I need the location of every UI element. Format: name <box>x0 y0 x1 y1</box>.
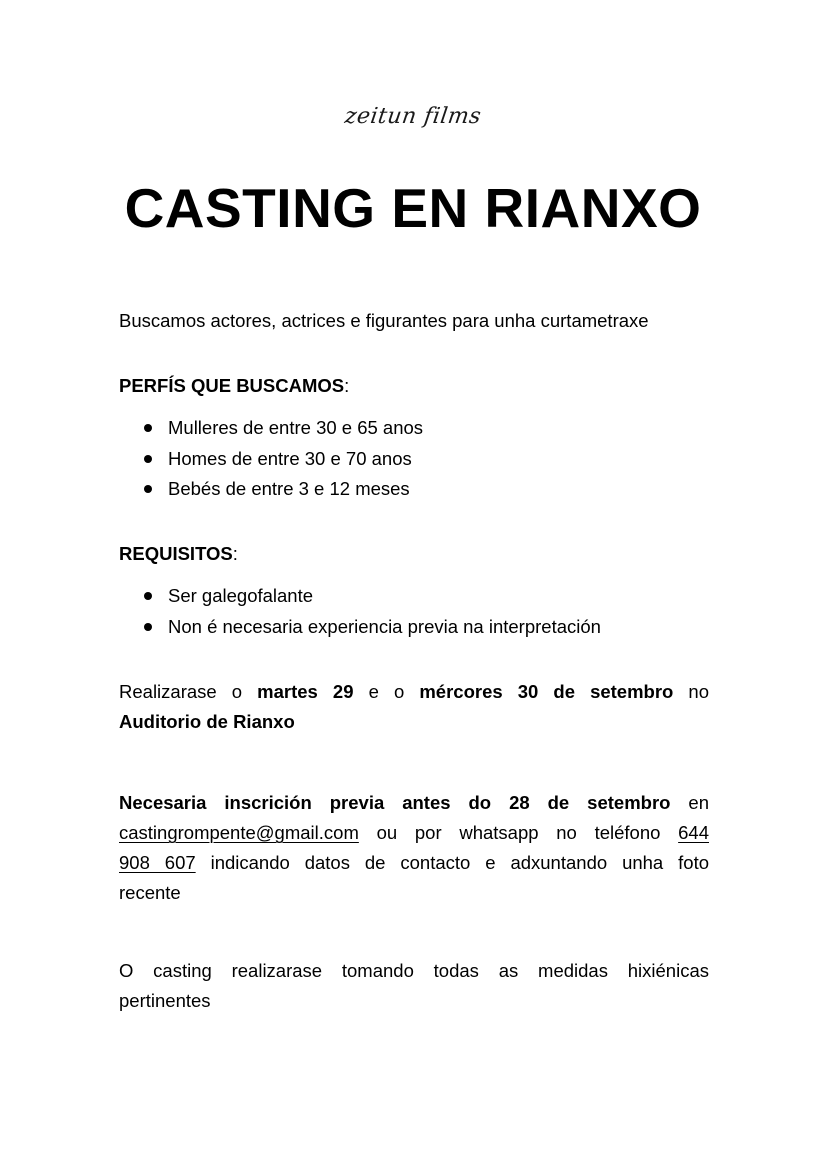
list-item-text: Non é necesaria experiencia previa na interpretación <box>168 615 601 637</box>
inscription-bold-deadline: Necesaria inscrición previa antes do 28 de setembro <box>119 792 671 813</box>
list-item <box>119 581 709 612</box>
dates-text-2: e o <box>353 681 420 702</box>
bullet-icon <box>144 592 152 600</box>
inscription-text-2: ou por whatsapp no teléfono <box>358 822 679 843</box>
requisitos-heading-text: REQUISITOS <box>119 543 233 564</box>
dates-paragraph <box>119 677 709 737</box>
perfis-list <box>119 413 709 505</box>
inscription-line-4: recente <box>119 882 181 903</box>
bullet-icon <box>144 485 152 493</box>
zeitun-films-logo: zeitun films <box>343 104 483 129</box>
list-item-text: Ser galegofalante <box>168 585 314 606</box>
dates-line-1 <box>119 677 709 707</box>
dates-text-1: Realizarase o <box>119 681 258 702</box>
list-item <box>119 612 709 643</box>
list-item <box>119 474 709 505</box>
page-title: CASTING EN RIANXO <box>124 177 702 239</box>
inscription-text-1: en <box>670 792 709 813</box>
closing-line-2: pertinentes <box>119 990 211 1011</box>
perfis-list-container <box>119 413 709 505</box>
inscription-text-3: indicando datos de contacto e adxuntando unha foto <box>195 852 709 873</box>
dates-line-2 <box>119 707 709 737</box>
dates-bold-day-2: mércores 30 de setembro <box>419 681 674 702</box>
bullet-icon <box>144 424 152 432</box>
dates-text-3: no <box>673 681 710 702</box>
bullet-icon <box>144 623 152 631</box>
inscription-line-3 <box>119 848 709 878</box>
closing-line-1: O casting realizarase tomando todas as medidas hixiénicas <box>119 960 709 981</box>
requisitos-heading-colon: : <box>232 543 238 564</box>
list-item <box>119 444 709 475</box>
list-item-text: Bebés de entre 3 e 12 meses <box>168 478 410 499</box>
inscription-line-2 <box>119 818 709 848</box>
list-item <box>119 413 709 444</box>
intro-paragraph: Buscamos actores, actrices e figurantes para unha curtametraxe <box>119 310 649 331</box>
inscription-paragraph <box>119 788 709 908</box>
phone-link-part-1[interactable]: 644 <box>678 822 709 843</box>
list-item-text: Mulleres de entre 30 e 65 anos <box>168 417 424 438</box>
email-link[interactable]: castingrompente@gmail.com <box>119 822 359 843</box>
perfis-heading-colon: : <box>344 375 350 396</box>
perfis-heading-text: PERFÍS QUE BUSCAMOS <box>119 375 345 396</box>
dates-bold-venue: Auditorio de Rianxo <box>119 711 295 732</box>
requisitos-heading <box>119 539 709 569</box>
phone-link-part-2[interactable]: 908 607 <box>119 852 196 873</box>
dates-bold-day-1: martes 29 <box>257 681 354 702</box>
requisitos-list <box>119 581 709 642</box>
inscription-line-1 <box>119 788 709 818</box>
requisitos-list-container <box>119 581 709 642</box>
list-item-text: Homes de entre 30 e 70 anos <box>168 447 412 469</box>
closing-paragraph <box>119 956 709 1016</box>
bullet-icon <box>144 455 152 463</box>
perfis-heading <box>119 371 709 401</box>
